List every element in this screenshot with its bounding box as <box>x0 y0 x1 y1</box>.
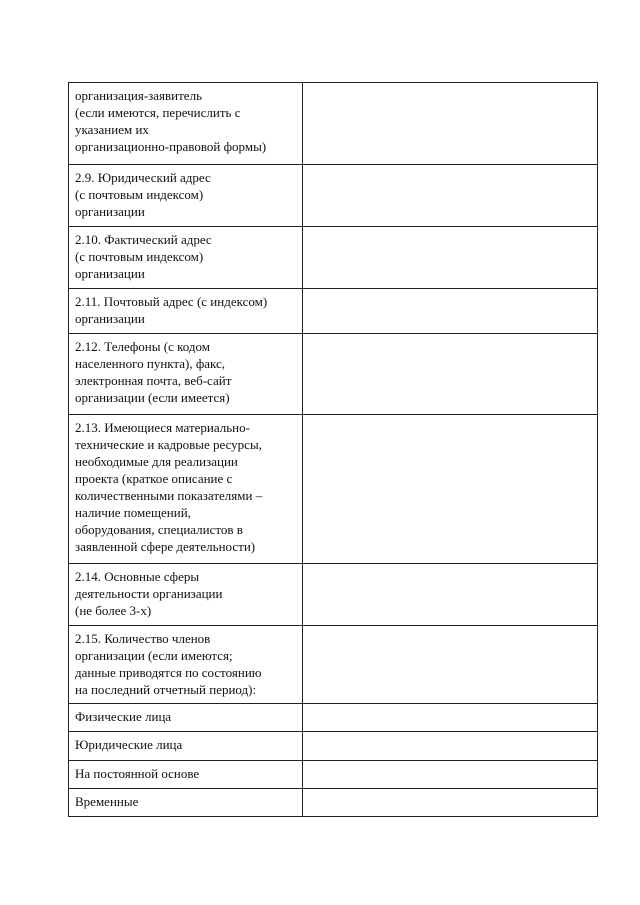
row-label-contacts: 2.12. Телефоны (с кодом населенного пункта), факс, электронная почта, веб-сайт организации (если имеется) <box>69 334 303 415</box>
row-value-field[interactable] <box>303 732 598 761</box>
row-label-postal-address: 2.11. Почтовый адрес (с индексом) организации <box>69 289 303 334</box>
row-value-field[interactable] <box>303 165 598 227</box>
row-value-field[interactable] <box>303 227 598 289</box>
row-value-field[interactable] <box>303 626 598 704</box>
table-row <box>69 227 598 289</box>
table-row <box>69 626 598 704</box>
application-form-table <box>68 82 598 817</box>
row-label-legal-entities: Юридические лица <box>69 732 303 761</box>
row-label-permanent: На постоянной основе <box>69 761 303 789</box>
table-row <box>69 789 598 817</box>
row-label-temporary: Временные <box>69 789 303 817</box>
row-value-field[interactable] <box>303 83 598 165</box>
table-row <box>69 415 598 564</box>
row-value-field[interactable] <box>303 564 598 626</box>
row-label-legal-address: 2.9. Юридический адрес (с почтовым индексом) организации <box>69 165 303 227</box>
row-label-activity-areas: 2.14. Основные сферы деятельности организации (не более 3-х) <box>69 564 303 626</box>
row-label-individuals: Физические лица <box>69 704 303 732</box>
row-value-field[interactable] <box>303 415 598 564</box>
row-label-member-count: 2.15. Количество членов организации (если имеются; данные приводятся по состоянию на последний отчетный период): <box>69 626 303 704</box>
table-row <box>69 334 598 415</box>
table-row <box>69 165 598 227</box>
table-row <box>69 564 598 626</box>
row-value-field[interactable] <box>303 289 598 334</box>
row-label-applicant-orgs: организация-заявитель (если имеются, перечислить с указанием их организационно-правовой формы) <box>69 83 303 165</box>
table-row <box>69 289 598 334</box>
table-row <box>69 704 598 732</box>
row-value-field[interactable] <box>303 704 598 732</box>
row-value-field[interactable] <box>303 761 598 789</box>
row-value-field[interactable] <box>303 789 598 817</box>
table-row <box>69 83 598 165</box>
table-row <box>69 732 598 761</box>
row-value-field[interactable] <box>303 334 598 415</box>
table-row <box>69 761 598 789</box>
row-label-actual-address: 2.10. Фактический адрес (с почтовым индексом) организации <box>69 227 303 289</box>
row-label-resources: 2.13. Имеющиеся материально- технические и кадровые ресурсы, необходимые для реализации проекта (краткое описание с количественными показателями – наличие помещений, оборудования, специалистов в заявленной сфере деятельности) <box>69 415 303 564</box>
